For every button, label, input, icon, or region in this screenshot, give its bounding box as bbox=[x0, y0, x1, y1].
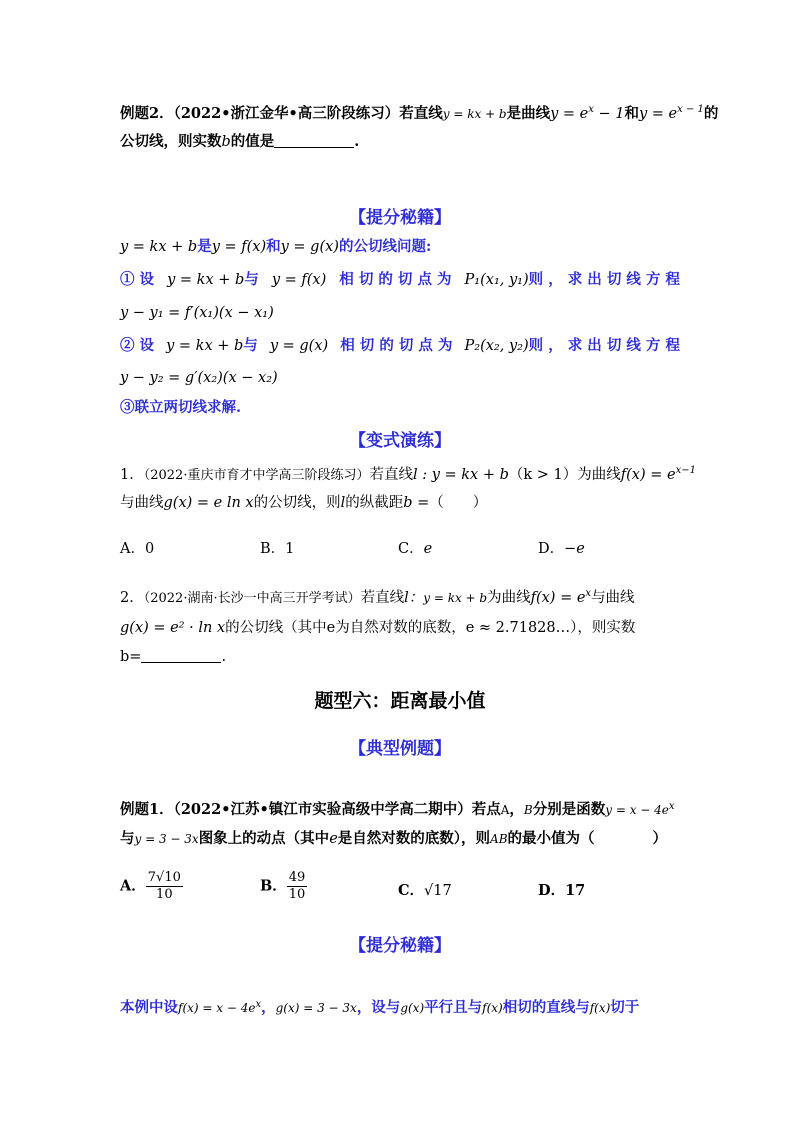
tips1-row1 bbox=[120, 236, 680, 258]
text: 的公切线，则 bbox=[253, 495, 341, 511]
text: 是 bbox=[197, 238, 212, 255]
variant-q2-line2 bbox=[120, 617, 680, 639]
example2-line2 bbox=[120, 131, 680, 153]
segment-ab: AB bbox=[490, 832, 508, 846]
text: . bbox=[354, 133, 360, 150]
denominator: 10 bbox=[156, 887, 173, 902]
option-label: B． bbox=[260, 541, 286, 557]
source-text: （2022•江苏•镇江市实验高级中学高二期中） bbox=[173, 801, 472, 818]
f1-exp: x bbox=[668, 801, 675, 812]
typical-example-header: 【典型例题】 bbox=[349, 739, 451, 759]
eq: y = f(x) bbox=[271, 272, 327, 288]
text: 相 切 的 切 点 为 bbox=[339, 271, 452, 288]
text: 若直线 bbox=[399, 104, 443, 122]
answer-blank[interactable] bbox=[274, 133, 354, 148]
text: 与曲线 bbox=[591, 589, 635, 606]
text: . bbox=[221, 649, 227, 665]
curve1-exp: x bbox=[588, 104, 594, 115]
text: 若直线 bbox=[369, 466, 413, 483]
point-b: B bbox=[523, 803, 533, 817]
var-b: b bbox=[221, 134, 231, 150]
source-text: （2022·重庆市育才中学高三阶段练习） bbox=[143, 467, 370, 483]
tips1-step2 bbox=[120, 335, 680, 357]
fx: f(x) = x − 4e bbox=[178, 1001, 256, 1015]
option-value: 0 bbox=[144, 541, 155, 557]
eq: y = f(x) bbox=[211, 239, 267, 255]
text: （ ） bbox=[429, 495, 488, 511]
source-text: （2022·湖南·长沙一中高三开学考试） bbox=[143, 590, 361, 606]
option-value: √17 bbox=[424, 883, 452, 899]
text: 切于 bbox=[610, 999, 640, 1016]
text: 图象上的动点（其中 bbox=[198, 830, 330, 847]
text: 分别是函数 bbox=[532, 801, 606, 818]
gx: g(x) = e² · ln x bbox=[120, 620, 226, 636]
curve2-exp: x − 1 bbox=[677, 104, 704, 115]
type-title: 题型六：距离最小值 bbox=[314, 690, 486, 712]
source-text: （2022•浙江金华•高三阶段练习） bbox=[173, 104, 400, 122]
text: 的值是 bbox=[230, 133, 275, 150]
text: 若直线 bbox=[360, 589, 405, 606]
fx: f(x) bbox=[589, 1001, 611, 1015]
q1-option-a[interactable] bbox=[120, 538, 154, 560]
option-value: 17 bbox=[565, 882, 586, 899]
eq: y = g(x) bbox=[269, 338, 329, 354]
text: b= bbox=[120, 649, 142, 665]
text: 的 bbox=[703, 104, 719, 122]
text: 的公切线问题: bbox=[338, 238, 432, 255]
point-a: A bbox=[500, 803, 510, 817]
text: 的公切线（其中e为自然对数的底数， bbox=[225, 620, 466, 636]
b-eq: b = bbox=[403, 495, 430, 511]
tips1-step3: ③联立两切线求解. bbox=[120, 399, 242, 416]
fx-exp: x−1 bbox=[675, 465, 696, 476]
question-number: 2． bbox=[120, 589, 144, 606]
eq: y = kx + b bbox=[423, 590, 488, 605]
ex1-option-b[interactable] bbox=[260, 870, 307, 903]
text: 平行且与 bbox=[424, 999, 483, 1016]
variant-q1-line1 bbox=[120, 460, 696, 487]
option-label: C． bbox=[398, 541, 424, 557]
fx-exp: x bbox=[255, 999, 262, 1010]
step-prefix: ② 设 bbox=[120, 337, 155, 354]
text: ， bbox=[261, 999, 276, 1016]
numerator: 7√10 bbox=[147, 870, 181, 885]
text: 为曲线 bbox=[577, 466, 621, 483]
gx: g(x) bbox=[400, 1001, 425, 1015]
text: 为曲线 bbox=[487, 589, 531, 606]
eq: y = g(x) bbox=[280, 239, 339, 255]
example-label: 例题2． bbox=[120, 104, 174, 122]
option-label: C． bbox=[398, 882, 425, 899]
q1-option-c[interactable] bbox=[398, 538, 432, 560]
tips2-line1 bbox=[120, 994, 680, 1019]
eq: l： bbox=[404, 589, 424, 606]
ex1-option-a[interactable] bbox=[120, 870, 183, 903]
fx: f(x) = e bbox=[620, 466, 676, 483]
ex1-option-d[interactable] bbox=[538, 880, 585, 902]
text: 和 bbox=[266, 238, 281, 255]
option-value: −e bbox=[564, 541, 585, 557]
text: 则 ， 求 出 切 线 方 程 bbox=[528, 337, 680, 354]
tips-header: 【提分秘籍】 bbox=[349, 208, 451, 228]
gx: g(x) = e ln x bbox=[163, 495, 254, 511]
text: 则 ， 求 出 切 线 方 程 bbox=[528, 271, 680, 288]
example2-line1 bbox=[120, 99, 719, 125]
fraction bbox=[146, 870, 183, 903]
curve1-tail: − 1 bbox=[593, 105, 625, 122]
tips1-step2-formula bbox=[120, 367, 680, 389]
formula: y − y₁ = f′(x₁)(x − x₁) bbox=[120, 305, 274, 321]
text: ， bbox=[509, 801, 524, 818]
text: 与 bbox=[244, 271, 259, 288]
text: 相切的直线与 bbox=[502, 999, 590, 1016]
text: 相 切 的 切 点 为 bbox=[340, 337, 453, 354]
eq: y = kx + b bbox=[120, 239, 198, 255]
var-e: e bbox=[329, 831, 338, 847]
text: 是自然对数的底数），则 bbox=[337, 830, 491, 847]
eq: y = kx + b bbox=[167, 272, 245, 288]
condition: （k > 1） bbox=[508, 466, 578, 483]
fx: f(x) bbox=[482, 1001, 503, 1015]
formula: y − y₂ = g′(x₂)(x − x₂) bbox=[120, 370, 278, 386]
q1-option-d[interactable] bbox=[538, 538, 585, 560]
q1-option-b[interactable] bbox=[260, 538, 294, 560]
denominator: 10 bbox=[288, 887, 306, 902]
fx: f(x) = e bbox=[530, 589, 586, 606]
tips1-step1-formula bbox=[120, 302, 680, 324]
curve2: y = e bbox=[639, 105, 678, 122]
option-label: D． bbox=[538, 541, 565, 557]
text: 的纵截距 bbox=[345, 495, 404, 511]
numerator: 49 bbox=[288, 870, 306, 885]
fraction bbox=[287, 870, 308, 903]
text: 和 bbox=[624, 104, 639, 122]
eq: y = kx + b bbox=[166, 338, 244, 354]
step-prefix: ① 设 bbox=[120, 271, 155, 288]
point: P₁(x₁, y₁) bbox=[464, 272, 529, 288]
option-label: D． bbox=[538, 882, 566, 899]
eq: l : y = kx + b bbox=[412, 466, 509, 483]
text: 与 bbox=[243, 337, 258, 354]
variant-q2-line3 bbox=[120, 646, 680, 668]
text: 与曲线 bbox=[120, 495, 164, 511]
option-label: A． bbox=[120, 877, 146, 895]
answer-blank[interactable] bbox=[141, 648, 221, 663]
text: 若点 bbox=[471, 801, 501, 818]
gx: g(x) = 3 − 3x bbox=[275, 1001, 357, 1015]
text: 是曲线 bbox=[506, 104, 551, 122]
variants-header: 【变式演练】 bbox=[349, 431, 451, 451]
example-label: 例题1． bbox=[120, 801, 174, 818]
text: 本例中设 bbox=[120, 999, 178, 1016]
ex1-option-c[interactable] bbox=[398, 880, 452, 902]
point: P₂(x₂, y₂) bbox=[464, 338, 529, 354]
variant-q1-line2 bbox=[120, 492, 680, 514]
example1-line2 bbox=[120, 828, 680, 850]
option-value: 1 bbox=[285, 541, 295, 557]
f1: y = x − 4e bbox=[605, 803, 669, 817]
tips2-header: 【提分秘籍】 bbox=[349, 936, 451, 956]
curve1: y = e bbox=[550, 105, 589, 122]
variant-q2-line1 bbox=[120, 583, 680, 610]
e-approx: e ≈ 2.71828… bbox=[465, 620, 571, 636]
text: ），则实数 bbox=[570, 620, 636, 636]
text: 与 bbox=[120, 830, 135, 847]
f2: y = 3 − 3x bbox=[134, 832, 199, 846]
option-label: A． bbox=[120, 541, 145, 557]
option-label: B． bbox=[260, 877, 287, 895]
question-number: 1． bbox=[120, 466, 144, 483]
line-equation: y = kx + b bbox=[442, 106, 507, 121]
tips1-step1 bbox=[120, 269, 680, 291]
text: ，设与 bbox=[356, 999, 401, 1016]
example1-line1 bbox=[120, 796, 680, 821]
option-value: e bbox=[423, 541, 433, 557]
text: 的最小值为（ ） bbox=[507, 830, 668, 847]
text: 公切线，则实数 bbox=[120, 133, 222, 150]
fx-exp: x bbox=[585, 588, 592, 599]
var-l: l bbox=[340, 495, 346, 511]
